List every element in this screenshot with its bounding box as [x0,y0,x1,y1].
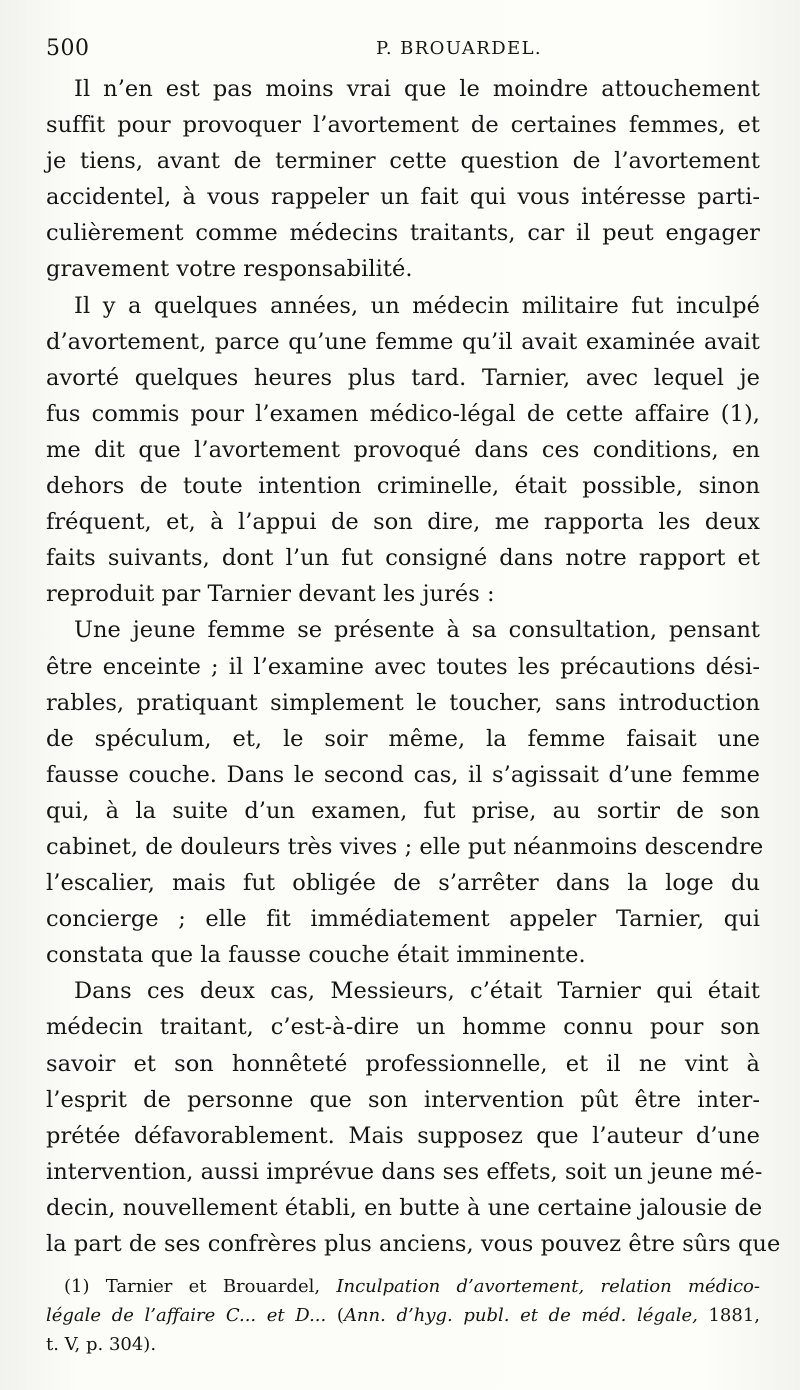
text-line: decin, nouvellement établi, en butte à une certaine jalousie de [46,1194,763,1221]
text-line: Dans ces deux cas, Messieurs, c’était Tarnier qui était [74,978,760,1005]
text-line: suffit pour provoquer l’avortement de certaines femmes, et [46,112,760,139]
text-line: avorté quelques heures plus tard. Tarnier, avec lequel je [46,364,760,391]
footnotes [46,1272,760,1359]
text-line: me dit que l’avortement provoqué dans ces conditions, en [46,436,760,463]
paragraph-3 [46,612,764,973]
text-line: fus commis pour l’examen médico-légal de cette affaire (1), [46,400,760,427]
text-line: gravement votre responsabilité. [46,256,413,283]
footnote-marker: (1) [64,1276,90,1297]
text-line: je tiens, avant de terminer cette question de l’avortement [46,148,760,175]
running-title: P. BROUARDEL. [376,38,543,59]
text-line: Une jeune femme se présente à sa consultation, pensant [74,617,760,644]
text-line: fréquent, et, à l’appui de son dire, me rapporta les deux [46,509,760,536]
text-line: savoir et son honnêteté professionnelle, et il ne vint à [46,1050,760,1077]
text-line: prétée défavorablement. Mais supposez que l’auteur d’une [46,1122,760,1149]
text-line: médecin traitant, c’est-à-dire un homme connu pour son [46,1014,760,1041]
text-line: constata que la fausse couche était imminente. [46,942,586,969]
text-line: cabinet, de douleurs très vives ; elle put néanmoins descendre [46,833,764,860]
text-line: Il y a quelques années, un médecin militaire fut inculpé [74,292,760,319]
text-line: la part de ses confrères plus anciens, vous pouvez être sûrs que [46,1231,781,1257]
text-line: Il n’en est pas moins vrai que le moindre attouchement [74,76,760,102]
footnote-line [46,1272,760,1301]
footnote-authors: Tarnier et Brouardel, [105,1276,321,1297]
page-number: 500 [46,36,90,61]
text-line: l’esprit de personne que son intervention pût être inter- [46,1086,760,1113]
footnote-journal-title: Ann. d’hyg. publ. et de méd. légale, [343,1305,698,1326]
body-text [46,71,781,1262]
text-line: concierge ; elle fit immédiatement appeler Tarnier, qui [46,906,760,933]
text-line: de spéculum, et, le soir même, la femme faisait une [46,725,760,752]
text-line: être enceinte ; il l’examine avec toutes les précautions dési- [46,653,760,680]
paragraph-4 [46,973,781,1262]
footnote-year: 1881, [708,1305,760,1326]
footnote-line [46,1301,760,1330]
paragraph-2 [46,288,760,613]
text-line: accidentel, à vous rappeler un fait qui vous intéresse parti- [46,184,760,211]
paragraph-1 [46,71,760,288]
footnote-line [46,1330,760,1359]
footnote-title-part-1: Inculpation d’avortement, relation médico- [336,1276,760,1297]
text-line: fausse couche. Dans le second cas, il s’agissait d’une femme [46,761,760,788]
text-line: faits suivants, dont l’un fut consigné dans notre rapport et [46,545,760,572]
text-line: reproduit par Tarnier devant les jurés : [46,581,495,608]
text-line: d’avortement, parce qu’une femme qu’il avait examinée avait [46,328,760,355]
text-line: qui, à la suite d’un examen, fut prise, au sortir de son [46,797,760,824]
footnote-title-part-2: légale de l’affaire C... et D... [46,1305,327,1326]
text-line: l’escalier, mais fut obligée de s’arrêter dans la loge du [46,870,760,897]
text-line: rables, pratiquant simplement le toucher, sans introduction [46,689,760,716]
text-line: dehors de toute intention criminelle, était possible, sinon [46,473,760,500]
footnote-volume-page: t. V, p. 304). [46,1334,157,1355]
text-line: intervention, aussi imprévue dans ses effets, soit un jeune mé- [46,1158,763,1185]
footnote-journal-open: ( [336,1305,344,1326]
text-line: culièrement comme médecins traitants, car il peut engager [46,220,760,247]
page-header [46,36,764,64]
